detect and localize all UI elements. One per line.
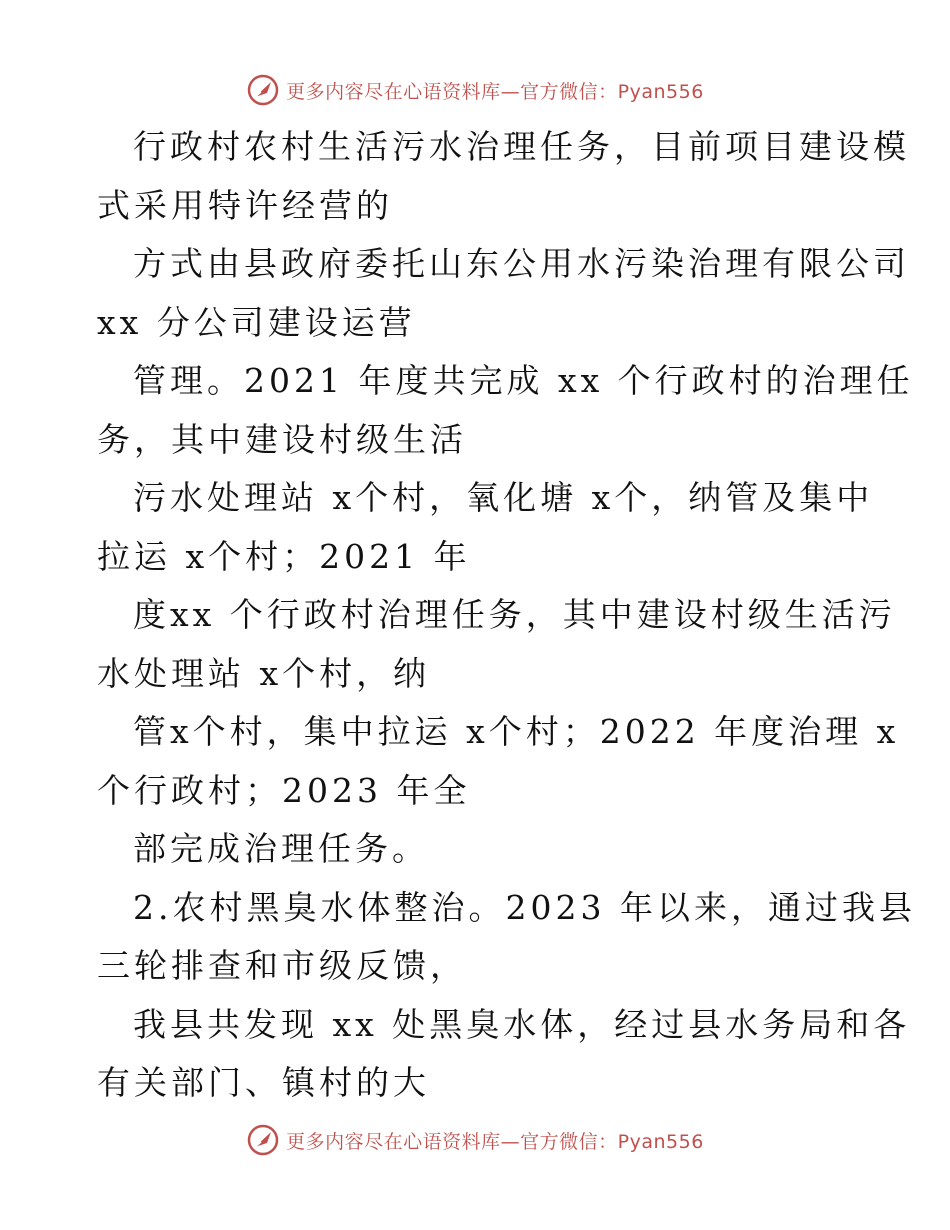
- text-line: 有关部门、镇村的大: [97, 1063, 430, 1102]
- text-line: 式采用特许经营的: [97, 185, 393, 225]
- watermark-header: [0, 70, 950, 110]
- document-body: [97, 118, 916, 1113]
- text-line: 拉运 x个村；2021 年: [97, 536, 471, 576]
- watermark-footer: [0, 1120, 950, 1160]
- text-line: xx 分公司建设运营: [97, 302, 416, 342]
- text-line: 2.农村黑臭水体整治。2023 年以来，通过我县: [133, 887, 916, 927]
- text-line: 三轮排查和市级反馈，: [97, 946, 467, 985]
- paragraph: [97, 586, 896, 703]
- quill-logo-icon: [246, 1123, 280, 1157]
- paragraph: [97, 235, 910, 352]
- text-line: 度xx 个行政村治理任务，其中建设村级生活污: [133, 595, 896, 634]
- paragraph: [97, 703, 900, 820]
- text-line: 污水处理站 x个村，氧化塘 x个，纳管及集中: [133, 478, 874, 517]
- paragraph: [97, 352, 914, 469]
- paragraph: [97, 820, 857, 879]
- text-line: 我县共发现 xx 处黑臭水体，经过县水务局和各: [133, 1004, 911, 1044]
- paragraph: [97, 469, 874, 586]
- quill-logo-icon: [246, 73, 280, 107]
- text-line: 行政村农村生活污水治理任务，目前项目建设模: [133, 127, 910, 166]
- watermark-text: 更多内容尽在心语资料库—官方微信：Pyan556: [286, 80, 704, 103]
- text-line: 水处理站 x个村，纳: [97, 653, 431, 693]
- text-line: 管x个村，集中拉运 x个村；2022 年度治理 x: [133, 712, 900, 751]
- text-line: 务，其中建设村级生活: [97, 419, 467, 459]
- paragraph: [97, 996, 911, 1113]
- text-line: 个行政村；2023 年全: [97, 770, 471, 810]
- paragraph: [97, 118, 910, 235]
- watermark-text: 更多内容尽在心语资料库—官方微信：Pyan556: [286, 1130, 704, 1153]
- paragraph: [97, 879, 916, 996]
- text-line: 管理。2021 年度共完成 xx 个行政村的治理任: [133, 361, 914, 400]
- text-line: 方式由县政府委托山东公用水污染治理有限公司: [133, 244, 910, 283]
- text-line: 部完成治理任务。: [133, 829, 429, 868]
